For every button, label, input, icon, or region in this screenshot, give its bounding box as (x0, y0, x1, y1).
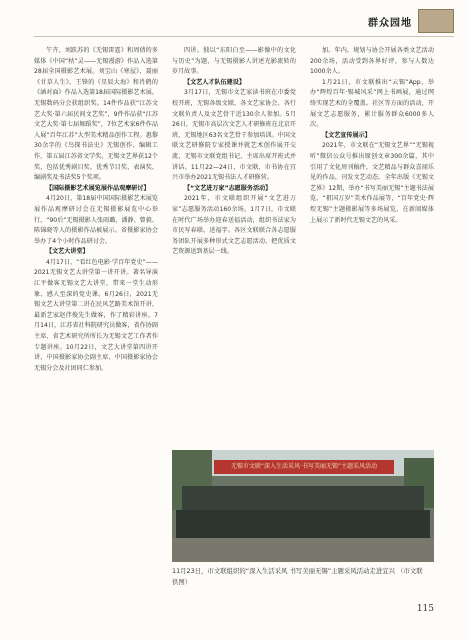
photo-ground (172, 538, 434, 562)
caption-text: 11月23日，市文联组织的“深入生活采风 书写美丽无锡”主题采风活动走进宜兴 (172, 567, 396, 575)
paragraph: 4月20日，第18届中国国际摄影艺术展览展作品观摩研讨会在无锡摄影展览中心举行，“90后”无锡摄影人张雨璐、潘静、曾毅、陈锦晓等人的摄影作品被展示。省摄影家协会举办了4个小时作品研讨会。 (34, 195, 158, 245)
magazine-logo (418, 9, 454, 33)
photo-banner: 无锡市文联“深入生活采风·书写美丽无锡”主题采风活动 (214, 460, 394, 474)
section-heading: 【“文艺进万家”志愿服务活动】 (184, 184, 272, 192)
section-heading: 【文艺宣传展示】 (322, 131, 371, 139)
paragraph: 午卉、刘跃苏的《无锡雷霆》和周倩的多媒体《中国“枯”灵——无锡漫游》作品入选第28届全国摄影艺术展。刘宝山《寒屋》、聂丽《甘草人生》、王锋的《星辰大海》和肖鹤的《涵对面》作品入选第18届国际摄影艺术展，无锡数码分会获组织奖。14件作品获“江苏文艺大奖·第六届民间文艺奖”，9件作品获“江苏文艺大奖·第七届舞蹈奖”，7位艺术家6件作品入展“百年江苏”大型美术精品创作工程。惠黎30余字的《鸟探书法史》无锡创作、编辑工作，第五届江苏省文学奖、无锡文艺界获12个奖，包括优秀剧目奖、优秀节目奖、表演奖、编剧奖及书法奖5个奖项。 (34, 47, 158, 182)
section-title: 群众园地 (368, 18, 412, 29)
group-photo (172, 450, 434, 562)
section-heading: 【文艺大讲堂】 (46, 248, 89, 256)
caption-credit: （市文联 供图） (172, 567, 430, 586)
header-divider (34, 36, 454, 37)
page-header (0, 0, 468, 40)
page-number: 115 (416, 604, 434, 614)
text-column-3 (310, 46, 434, 226)
paragraph: 4月17日，“看红色电影·学百年党史”——2021无锡文艺大讲堂第一讲开讲。著名导演江平做客无锡文艺大讲堂，带来一堂生动形象、感人至深的党史课。6月26日，2021无锡文艺大讲堂第二讲在民风艺路美术馆开讲，最新艺家赵伴俊先生做客，作了精彩讲座。7月14日，江苏省社科院研究员做客，省作协副主席、省艺术研究所所长为无锡文艺工作者作专题讲座。10月22日，文艺大讲堂第四讲开讲，中国摄影家协会副主席、中国摄影家协会无锡分会及社团同仁参加。 (34, 258, 158, 372)
photo-crowd (176, 510, 430, 540)
photo-caption (172, 566, 434, 588)
text-column-2 (172, 46, 296, 258)
paragraph: 加。年内，规划与协会开展各类文艺活动200余场，活动受到各界好评，参与人数达1000余人。 (310, 47, 434, 76)
section-heading: 【文艺人才队伍建设】 (184, 78, 245, 86)
text-column-1 (34, 46, 158, 374)
paragraph: 四讲。独以“东阳白至——影像中的文化与历史”为题，与无锡摄影人讲述光影流转的岁月故事。 (172, 47, 296, 76)
paragraph: 2021年，市文联组织开展“文艺进万家”志愿服务活动160余场。1月7日，市文联在时代广场举办迎春送福活动，组织书法家为市民写春联、送福字。各区文联联合各志愿服务团队开展多种形式文艺志愿活动，把优质文艺资源送到基层一线。 (172, 195, 296, 256)
section-heading: 【国际摄影艺术展览展作品观摩研讨】 (46, 184, 150, 192)
paragraph: 1月21日，市文联推出“云锡”App，举办“辉煌百年·锡城风采”网上书画展，通过网络实现艺术的全覆盖。社区等方面的活动，开展文艺志愿服务，累计服务群众6000多人次。 (310, 78, 434, 129)
paragraph: 2021年，市文联在“无锡文艺界”“无锡视听”微信公众号推出原创文章300余篇，其中引用了文化周刊稿件，文艺精品与群众喜闻乐见的作品，刊发文艺动态。全年出版《无锡文艺界》12期，举办“书写美丽无锡”主题书法展览、“祖国万岁”美术作品展等，“百年党史·辉煌无锡”主题摄影展等多场展览，在新闻媒体上展示了新时代无锡文艺的风采。 (310, 142, 434, 224)
paragraph: 3月17日，无锡市文艺家读书班在市委党校开班，无锡各级文联、各文艺家协会、各行文联负责人及文艺骨干近130余人参加。5月26日，无锡市高层次文艺人才研修班在北京开班，无锡地区63名文艺骨干参加培训。中国文联文艺研修院专家授课并就艺术创作展开交流，无锡市文联党组书记、主席出席开班式并讲话。11月22—24日，市文联、市书协在宜兴市举办2021无锡书法人才研修营。 (172, 89, 296, 182)
